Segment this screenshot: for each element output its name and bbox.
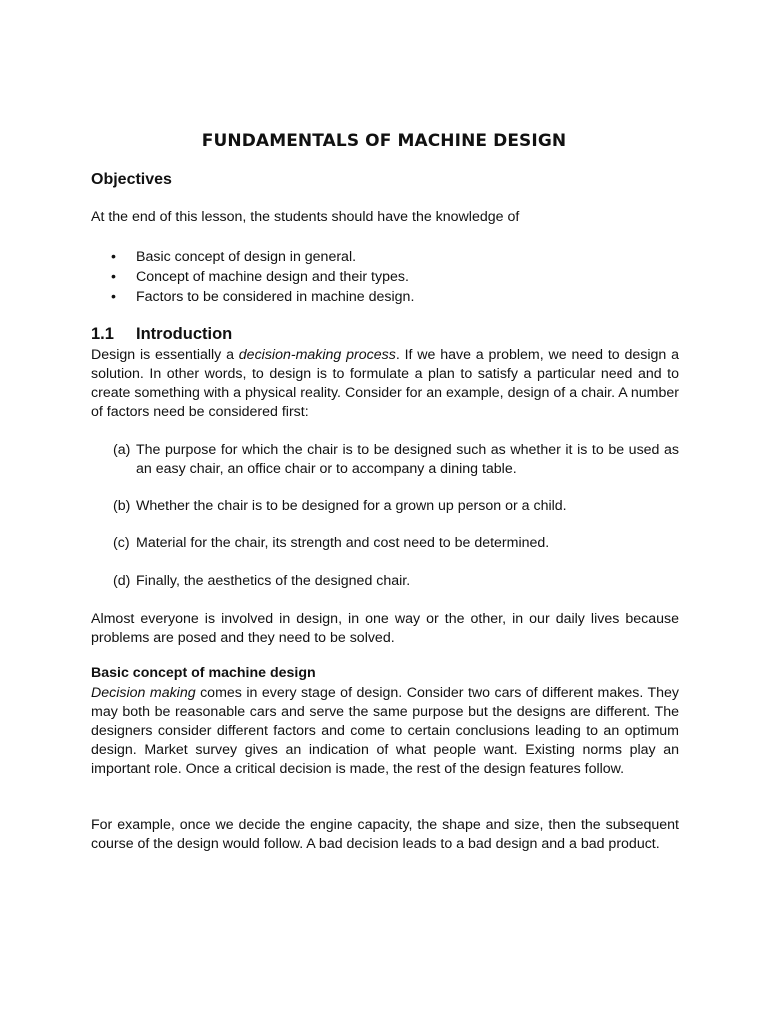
factor-label: (c) [113, 535, 130, 551]
factor-item-c [113, 534, 679, 553]
basic-concept-heading: Basic concept of machine design [91, 665, 316, 681]
section-number: 1.1 [91, 325, 114, 343]
objectives-heading: Objectives [91, 171, 172, 188]
factor-text: Whether the chair is to be designed for a grown up person or a child. [136, 498, 567, 514]
factor-text: The purpose for which the chair is to be designed such as whether it is to be used as an easy chair, an office chair or to accompany a dining table. [136, 442, 679, 477]
intro-text-start: Design is essentially a [91, 347, 239, 363]
objectives-intro: At the end of this lesson, the students should have the knowledge of [91, 209, 520, 225]
introduction-paragraph [91, 346, 679, 422]
section-heading [91, 325, 232, 344]
list-item-text: Factors to be considered in machine design. [136, 289, 415, 305]
list-item-text: Basic concept of design in general. [136, 249, 357, 265]
bullet-icon: • [111, 269, 116, 285]
factor-text: Finally, the aesthetics of the designed chair. [136, 573, 411, 589]
decision-making-paragraph [91, 684, 679, 779]
list-item-text: Concept of machine design and their types. [136, 269, 409, 285]
intro-text-rest: . If we have a problem, we need to design a solution. In other words, to design is to formulate a plan to satisfy a particular need and to create something with a physical reality. Consider for an example, design of a chair. A number of factors need be considered first: [91, 347, 679, 420]
factor-item-b [113, 497, 679, 516]
section-title: Introduction [136, 325, 233, 343]
decision-text-rest: comes in every stage of design. Consider two cars of different makes. They may both be reasonable cars and serve the same purpose but the designs are different. The designers consider different factors and come to certain conclusions leading to an optimum design. Market survey gives an indication of what people want. Existing norms play an important role. Once a critical decision is made, the rest of the design features follow. [91, 685, 680, 777]
example-paragraph: For example, once we decide the engine capacity, the shape and size, then the subsequent course of the design would follow. A bad decision leads to a bad design and a bad product. [91, 817, 679, 852]
intro-italic-term: decision-making process [238, 347, 396, 363]
bullet-icon: • [111, 249, 116, 265]
involvement-paragraph: Almost everyone is involved in design, in one way or the other, in our daily lives because problems are posed and they need to be solved. [91, 611, 679, 646]
factor-label: (b) [113, 498, 131, 514]
objectives-list [111, 247, 414, 307]
factor-item-d [113, 572, 679, 591]
factor-text: Material for the chair, its strength and cost need to be determined. [136, 535, 550, 551]
bullet-icon: • [111, 289, 116, 305]
list-item [111, 287, 414, 307]
list-item [111, 267, 414, 287]
list-item [111, 247, 414, 267]
document-title: FUNDAMENTALS OF MACHINE DESIGN [201, 131, 567, 151]
factor-label: (a) [113, 442, 131, 458]
factor-label: (d) [113, 573, 131, 589]
factor-item-a [113, 441, 679, 479]
decision-italic-term: Decision making [91, 685, 196, 701]
